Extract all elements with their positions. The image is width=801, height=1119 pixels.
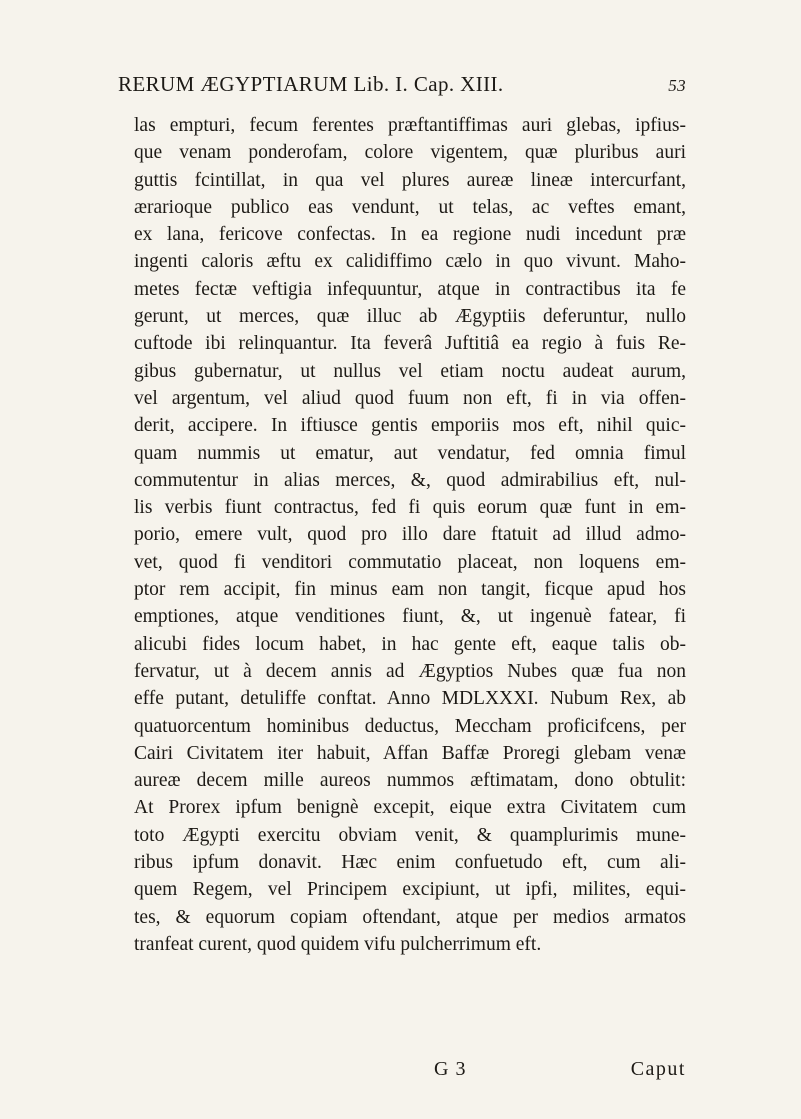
text-line: quem Regem, vel Principem excipiunt, ut ipfi, milites, equi- <box>134 879 686 901</box>
text-line: guttis fcintillat, in qua vel plures aureæ lineæ intercurfant, <box>134 169 686 191</box>
text-line: metes fectæ veftigia infequuntur, atque in contractibus ita fe <box>134 278 686 300</box>
body-text <box>134 112 686 958</box>
text-line: At Prorex ipfum benignè excepit, eique extra Civitatem cum <box>134 797 686 819</box>
text-line: quatuorcentum hominibus deductus, Meccham proficifcens, per <box>134 715 686 737</box>
text-line: Cairi Civitatem iter habuit, Affan Baffæ Proregi glebam venæ <box>134 742 686 764</box>
text-line: ptor rem accipit, fin minus eam non tangit, ficque apud hos <box>134 579 686 601</box>
text-line: tes, & equorum copiam oftendant, atque per medios armatos <box>134 906 686 928</box>
catchword: Caput <box>630 1058 686 1080</box>
text-line: ingenti caloris æftu ex calidiffimo cælo in quo vivunt. Maho- <box>134 251 686 273</box>
text-line: lis verbis fiunt contractus, fed fi quis eorum quæ funt in em- <box>134 497 686 519</box>
text-line: cuftode ibi relinquantur. Ita feverâ Juftitiâ ea regio à fuis Re- <box>134 333 686 355</box>
text-line: ex lana, fericove confectas. In ea regione nudi incedunt præ <box>134 224 686 246</box>
text-line: porio, emere vult, quod pro illo dare ftatuit ad illud admo- <box>134 524 686 546</box>
page-footer <box>134 1058 686 1088</box>
signature-mark: G 3 <box>434 1058 467 1080</box>
text-line: commutentur in alias merces, &, quod admirabilius eft, nul- <box>134 469 686 491</box>
text-line: que venam ponderofam, colore vigentem, quæ pluribus auri <box>134 142 686 164</box>
text-line: vet, quod fi venditori commutatio placeat, non loquens em- <box>134 551 686 573</box>
page-header <box>118 72 686 108</box>
text-line: quam nummis ut ematur, aut vendatur, fed omnia fimul <box>134 442 686 464</box>
text-line: gerunt, ut merces, quæ illuc ab Ægyptiis deferuntur, nullo <box>134 306 686 328</box>
text-line: aureæ decem mille aureos nummos æftimatam, dono obtulit: <box>134 770 686 792</box>
text-line: las empturi, fecum ferentes præftantiffimas auri glebas, ipfius- <box>134 115 686 136</box>
page-number: 53 <box>668 76 686 95</box>
text-line: alicubi fides locum habet, in hac gente eft, eaque talis ob- <box>134 633 686 655</box>
text-line: tranfeat curent, quod quidem vifu pulcherrimum eft. <box>134 933 542 955</box>
text-line: toto Ægypti exercitu obviam venit, & quamplurimis mune- <box>134 824 686 846</box>
running-title: RERUM ÆGYPTIARUM Lib. I. Cap. XIII. <box>118 72 504 96</box>
text-line: gibus gubernatur, ut nullus vel etiam noctu audeat aurum, <box>134 360 686 382</box>
text-line: ærarioque publico eas vendunt, ut telas, ac veftes emant, <box>134 196 686 218</box>
text-line: fervatur, ut à decem annis ad Ægyptios Nubes quæ fua non <box>134 660 686 682</box>
text-line: derit, accipere. In iftiusce gentis emporiis mos eft, nihil quic- <box>134 415 686 437</box>
text-line: effe putant, detuliffe conftat. Anno MDLXXXI. Nubum Rex, ab <box>134 688 686 710</box>
text-line: ribus ipfum donavit. Hæc enim confuetudo eft, cum ali- <box>134 852 686 874</box>
text-line: emptiones, atque venditiones fiunt, &, ut ingenuè fatear, fi <box>134 606 686 628</box>
text-line: vel argentum, vel aliud quod fuum non eft, fi in via offen- <box>134 387 686 409</box>
